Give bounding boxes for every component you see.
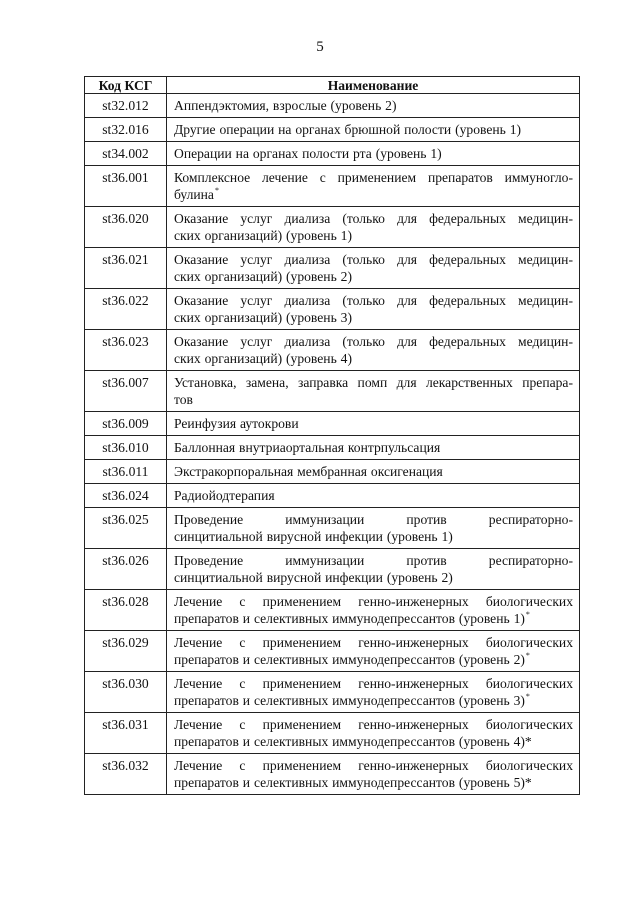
ksg-name-text: препаратов и селективных иммунодепрессантов (уровень 5)* — [174, 775, 532, 790]
ksg-name-line — [174, 391, 573, 408]
footnote-marker: * — [525, 692, 530, 701]
ksg-name-line — [174, 774, 573, 791]
ksg-name-cell — [167, 672, 580, 713]
ksg-name-text: Радиойодтерапия — [174, 488, 275, 503]
ksg-name-text: Лечение с применением генно-инженерных биологических — [174, 676, 573, 691]
ksg-code-cell: st36.007 — [85, 371, 167, 412]
ksg-name-text: тов — [174, 392, 193, 407]
ksg-name-text: Лечение с применением генно-инженерных биологических — [174, 635, 573, 650]
table-row — [85, 371, 580, 412]
ksg-name-cell — [167, 460, 580, 484]
table-row — [85, 118, 580, 142]
ksg-name-line — [174, 210, 573, 227]
column-header-name: Наименование — [167, 77, 580, 94]
ksg-name-line — [174, 333, 573, 350]
footnote-marker: * — [525, 651, 530, 660]
ksg-name-line — [174, 251, 573, 268]
ksg-code-cell: st36.010 — [85, 436, 167, 460]
ksg-name-cell — [167, 248, 580, 289]
ksg-name-cell — [167, 508, 580, 549]
ksg-name-text: Баллонная внутриаортальная контрпульсация — [174, 440, 441, 455]
ksg-name-line — [174, 121, 573, 138]
ksg-code-cell: st36.026 — [85, 549, 167, 590]
ksg-name-line — [174, 350, 573, 367]
ksg-code-cell: st32.012 — [85, 94, 167, 118]
ksg-name-line — [174, 145, 573, 162]
table-row — [85, 672, 580, 713]
table-row — [85, 207, 580, 248]
ksg-table — [84, 76, 580, 795]
ksg-name-cell — [167, 713, 580, 754]
table-row — [85, 460, 580, 484]
ksg-name-text: Оказание услуг диализа (только для федеральных медицин- — [174, 211, 573, 226]
ksg-code-cell: st36.021 — [85, 248, 167, 289]
table-row — [85, 436, 580, 460]
table-body — [85, 94, 580, 795]
ksg-name-line — [174, 692, 573, 709]
ksg-name-line — [174, 268, 573, 285]
page-number: 5 — [316, 39, 324, 55]
ksg-code-cell: st36.001 — [85, 166, 167, 207]
ksg-code-cell: st36.029 — [85, 631, 167, 672]
ksg-name-text: Операции на органах полости рта (уровень 1) — [174, 146, 442, 161]
ksg-name-line — [174, 97, 573, 114]
ksg-name-cell — [167, 166, 580, 207]
ksg-name-line — [174, 593, 573, 610]
table-row — [85, 590, 580, 631]
ksg-name-text: ских организаций) (уровень 3) — [174, 310, 352, 325]
ksg-name-line — [174, 439, 573, 456]
ksg-name-cell — [167, 484, 580, 508]
ksg-code-cell: st36.020 — [85, 207, 167, 248]
ksg-name-text: препаратов и селективных иммунодепрессантов (уровень 2) — [174, 652, 525, 667]
ksg-name-line — [174, 716, 573, 733]
ksg-name-line — [174, 415, 573, 432]
ksg-name-line — [174, 528, 573, 545]
ksg-name-cell — [167, 412, 580, 436]
ksg-code-cell: st36.032 — [85, 754, 167, 795]
ksg-name-text: Оказание услуг диализа (только для федеральных медицин- — [174, 334, 573, 349]
table-row — [85, 289, 580, 330]
ksg-name-cell — [167, 754, 580, 795]
ksg-name-text: синцитиальной вирусной инфекции (уровень 2) — [174, 570, 453, 585]
ksg-name-cell — [167, 142, 580, 166]
ksg-name-text: Комплексное лечение с применением препаратов иммуногло- — [174, 170, 573, 185]
ksg-name-cell — [167, 590, 580, 631]
ksg-name-text: Проведение иммунизации против респираторно- — [174, 553, 573, 568]
ksg-name-text: Лечение с применением генно-инженерных биологических — [174, 594, 573, 609]
ksg-name-text: Оказание услуг диализа (только для федеральных медицин- — [174, 293, 573, 308]
ksg-name-text: Другие операции на органах брюшной полости (уровень 1) — [174, 122, 522, 137]
ksg-name-text: Проведение иммунизации против респираторно- — [174, 512, 573, 527]
ksg-name-text: препаратов и селективных иммунодепрессантов (уровень 4)* — [174, 734, 532, 749]
table-row — [85, 142, 580, 166]
table-row — [85, 412, 580, 436]
ksg-name-text: булина — [174, 187, 214, 202]
ksg-name-text: синцитиальной вирусной инфекции (уровень 1) — [174, 529, 453, 544]
ksg-name-line — [174, 552, 573, 569]
table-row — [85, 713, 580, 754]
ksg-code-cell: st32.016 — [85, 118, 167, 142]
ksg-code-cell: st36.028 — [85, 590, 167, 631]
ksg-name-line — [174, 374, 573, 391]
ksg-name-text: ских организаций) (уровень 2) — [174, 269, 352, 284]
ksg-code-cell: st36.023 — [85, 330, 167, 371]
ksg-code-cell: st36.030 — [85, 672, 167, 713]
ksg-name-cell — [167, 94, 580, 118]
ksg-name-line — [174, 487, 573, 504]
ksg-name-cell — [167, 549, 580, 590]
ksg-code-cell: st36.011 — [85, 460, 167, 484]
ksg-name-line — [174, 186, 573, 203]
column-header-code: Код КСГ — [85, 77, 167, 94]
ksg-code-cell: st36.022 — [85, 289, 167, 330]
table-row — [85, 549, 580, 590]
table-row — [85, 94, 580, 118]
ksg-name-line — [174, 463, 573, 480]
ksg-code-cell: st36.031 — [85, 713, 167, 754]
table-row — [85, 484, 580, 508]
ksg-name-cell — [167, 631, 580, 672]
ksg-name-text: ских организаций) (уровень 4) — [174, 351, 352, 366]
ksg-code-cell: st34.002 — [85, 142, 167, 166]
ksg-name-line — [174, 634, 573, 651]
table-row — [85, 248, 580, 289]
table-header-row — [85, 77, 580, 94]
ksg-name-cell — [167, 207, 580, 248]
ksg-code-cell: st36.025 — [85, 508, 167, 549]
ksg-name-line — [174, 169, 573, 186]
ksg-name-cell — [167, 330, 580, 371]
ksg-name-text: Установка, замена, заправка помп для лекарственных препара- — [174, 375, 573, 390]
ksg-name-text: Аппендэктомия, взрослые (уровень 2) — [174, 98, 397, 113]
ksg-name-line — [174, 610, 573, 627]
table-row — [85, 508, 580, 549]
table-row — [85, 754, 580, 795]
ksg-name-text: ских организаций) (уровень 1) — [174, 228, 352, 243]
ksg-name-text: Экстракорпоральная мембранная оксигенация — [174, 464, 443, 479]
ksg-name-text: Лечение с применением генно-инженерных биологических — [174, 717, 573, 732]
ksg-name-text: Оказание услуг диализа (только для федеральных медицин- — [174, 252, 573, 267]
ksg-name-text: Лечение с применением генно-инженерных биологических — [174, 758, 573, 773]
ksg-name-text: препаратов и селективных иммунодепрессантов (уровень 3) — [174, 693, 525, 708]
ksg-name-line — [174, 733, 573, 750]
ksg-name-line — [174, 227, 573, 244]
table-row — [85, 330, 580, 371]
footnote-marker: * — [525, 610, 530, 619]
ksg-name-line — [174, 309, 573, 326]
ksg-name-cell — [167, 436, 580, 460]
ksg-name-text: Реинфузия аутокрови — [174, 416, 299, 431]
ksg-name-cell — [167, 289, 580, 330]
ksg-name-line — [174, 651, 573, 668]
ksg-name-cell — [167, 371, 580, 412]
ksg-code-cell: st36.009 — [85, 412, 167, 436]
ksg-name-line — [174, 292, 573, 309]
ksg-name-line — [174, 569, 573, 586]
ksg-name-line — [174, 511, 573, 528]
ksg-name-line — [174, 757, 573, 774]
ksg-name-text: препаратов и селективных иммунодепрессантов (уровень 1) — [174, 611, 525, 626]
ksg-name-cell — [167, 118, 580, 142]
footnote-marker: * — [214, 186, 219, 195]
ksg-code-cell: st36.024 — [85, 484, 167, 508]
table-row — [85, 631, 580, 672]
ksg-name-line — [174, 675, 573, 692]
table-row — [85, 166, 580, 207]
